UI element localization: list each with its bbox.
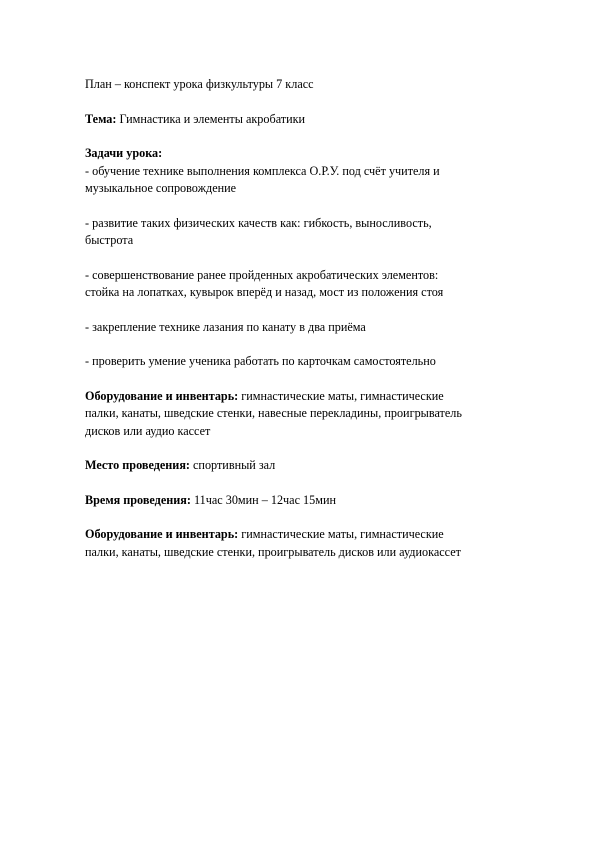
task-item-1-line-2: музыкальное сопровождение [85, 181, 237, 195]
task-item-5-line-1: - проверить умение ученика работать по карточкам самостоятельно [85, 354, 436, 368]
equipment-2-line-2: палки, канаты, шведские стенки, проигрыватель дисков или аудиокассет [85, 544, 461, 559]
equipment-1-line-1 [85, 388, 525, 406]
venue-line [85, 457, 525, 475]
time-label: Время проведения: [85, 492, 191, 507]
equipment-1-text-1: гимнастические маты, гимнастические [238, 388, 444, 403]
equipment-1-line-3: дисков или аудио кассет [85, 423, 211, 438]
task-item-2-line-2: быстрота [85, 233, 134, 247]
task-item-3-line-1: - совершенствование ранее пройденных акробатических элементов: [85, 267, 439, 282]
theme-label: Тема: [85, 111, 117, 126]
equipment-section-1 [85, 388, 525, 441]
theme-value: Гимнастика и элементы акробатики [116, 111, 306, 126]
tasks-heading [85, 145, 525, 163]
tasks-heading-text: Задачи урока: [85, 146, 163, 160]
document-title-text: План – конспект урока физкультуры 7 класс [85, 77, 314, 91]
theme-line [85, 111, 525, 129]
task-item-1-line-1: - обучение технике выполнения комплекса О.Р.У. под счёт учителя и [85, 163, 440, 178]
time-line [85, 492, 525, 510]
task-item-4 [85, 319, 525, 337]
task-item-5 [85, 353, 525, 371]
task-item-2 [85, 215, 525, 250]
task-item-1 [85, 163, 525, 198]
task-item-2-line-1: - развитие таких физических качеств как: гибкость, выносливость, [85, 215, 432, 230]
task-item-4-line-1: - закрепление технике лазания по канату в два приёма [85, 319, 366, 334]
equipment-1-line-2: палки, канаты, шведские стенки, навесные перекладины, проигрыватель [85, 406, 462, 420]
time-value: 11час 30мин – 12час 15мин [190, 492, 336, 507]
task-item-3-line-2: стойка на лопатках, кувырок вперёд и назад, мост из положения стоя [85, 285, 444, 299]
equipment-2-line-1 [85, 526, 525, 544]
task-item-3 [85, 267, 525, 302]
venue-value: спортивный зал [189, 458, 276, 472]
document-title [85, 76, 525, 94]
equipment-2-text-1: гимнастические маты, гимнастические [238, 527, 444, 541]
lesson-plan-text [85, 76, 525, 578]
equipment-section-2 [85, 526, 525, 561]
equipment-2-label: Оборудование и инвентарь: [85, 527, 239, 541]
equipment-1-label: Оборудование и инвентарь: [85, 388, 239, 403]
venue-label: Место проведения: [85, 458, 190, 472]
